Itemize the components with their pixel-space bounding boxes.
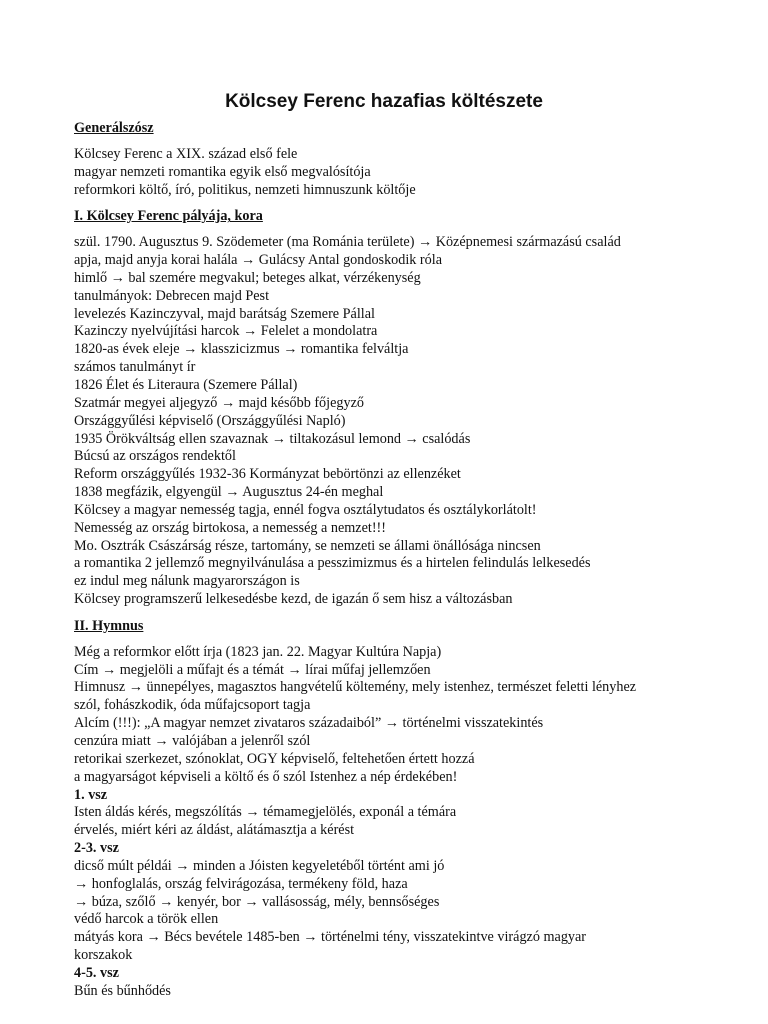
section-heading: I. Kölcsey Ferenc pályája, kora	[74, 208, 263, 225]
text-line: korszakok	[74, 947, 133, 964]
subsection-vsz-4-5	[74, 965, 714, 1001]
subsection-vsz-1	[74, 787, 714, 841]
text-line: Alcím (!!!): „A magyar nemzet zivataros századaiból” → történelmi visszatekintés	[74, 715, 544, 732]
section-heading: II. Hymnus	[74, 617, 144, 634]
text-line: Kazinczy nyelvújítási harcok → Felelet a mondolatra	[74, 323, 378, 340]
text-line: Isten áldás kérés, megszólítás → témamegjelölés, exponál a témára	[74, 804, 457, 821]
text-line: 1935 Örökváltság ellen szavaznak → tiltakozásul lemond → csalódás	[74, 430, 471, 447]
text-line: Kölcsey programszerű lelkesedésbe kezd, de igazán ő sem hisz a változásban	[74, 591, 513, 608]
subsection-heading: 1. vsz	[74, 786, 108, 803]
text-line: Mo. Osztrák Császárság része, tartomány, se nemzeti se állami önállósága nincsen	[74, 537, 541, 554]
section-generalszosz	[74, 120, 714, 199]
text-line: → honfoglalás, ország felvirágozása, termékeny föld, haza	[74, 875, 408, 892]
text-line: Kölcsey a magyar nemesség tagja, ennél fogva osztálytudatos és osztálykorlátolt!	[74, 501, 537, 518]
text-line: szül. 1790. Augusztus 9. Szödemeter (ma Románia területe) → Középnemesi származású család	[74, 234, 621, 251]
text-line: Cím → megjelöli a műfajt és a témát → lírai műfaj jellemzően	[74, 661, 431, 678]
text-line: Nemesség az ország birtokosa, a nemesség a nemzet!!!	[74, 519, 386, 536]
text-line: Himnusz → ünnepélyes, magasztos hangvételű költemény, mely istenhez, természet feletti lényhez	[74, 679, 637, 696]
text-line: magyar nemzeti romantika egyik első megvalósítója	[74, 163, 371, 180]
text-line: apja, majd anyja korai halála → Gulácsy Antal gondoskodik róla	[74, 252, 442, 269]
text-line: tanulmányok: Debrecen majd Pest	[74, 287, 270, 304]
text-line: 1820-as évek eleje → klasszicizmus → romantika felváltja	[74, 341, 409, 358]
text-line: himlő → bal szemére megvakul; beteges alkat, vérzékenység	[74, 269, 421, 286]
section-hymnus	[74, 618, 714, 1001]
text-line: dicső múlt példái → minden a Jóisten kegyeletéből történt ami jó	[74, 857, 445, 874]
text-line: → búza, szőlő → kenyér, bor → vallásosság, mély, bennsőséges	[74, 893, 440, 910]
text-line: szól, fohászkodik, óda műfajcsoport tagja	[74, 697, 311, 714]
text-line: levelezés Kazinczyval, majd barátság Szemere Pállal	[74, 305, 375, 322]
text-line: Kölcsey Ferenc a XIX. század első fele	[74, 145, 298, 162]
text-line: 1826 Élet és Literaura (Szemere Pállal)	[74, 376, 298, 393]
text-line: a magyarságot képviseli a költő és ő szól Istenhez a nép érdekében!	[74, 768, 458, 785]
text-line: Bűn és bűnhődés	[74, 982, 171, 999]
subsection-vsz-2-3	[74, 840, 714, 965]
subsection-heading: 4-5. vsz	[74, 964, 119, 981]
text-line: a romantika 2 jellemző megnyilvánulása a pesszimizmus és a hirtelen felindulás lelkesedés	[74, 555, 591, 572]
section-palyaja	[74, 208, 714, 609]
subsection-heading: 2-3. vsz	[74, 840, 119, 857]
document-body	[74, 120, 714, 1001]
text-line: cenzúra miatt → valójában a jelenről szól	[74, 733, 311, 749]
text-line: Országgyűlési képviselő (Országgyűlési Napló)	[74, 412, 346, 429]
page-title: Kölcsey Ferenc hazafias költészete	[225, 91, 543, 112]
text-line: retorikai szerkezet, szónoklat, OGY képviselő, feltehetően értett hozzá	[74, 750, 475, 767]
section-heading: Generálszósz	[74, 120, 154, 136]
text-line: mátyás kora → Bécs bevétele 1485-ben → történelmi tény, visszatekintve virágzó magyar	[74, 929, 587, 946]
text-line: Reform országgyűlés 1932-36 Kormányzat bebörtönzi az ellenzéket	[74, 466, 461, 483]
text-line: számos tanulmányt ír	[74, 359, 196, 376]
text-line: reformkori költő, író, politikus, nemzeti himnuszunk költője	[74, 181, 416, 198]
text-line: Búcsú az országos rendektől	[74, 448, 236, 465]
text-line: Még a reformkor előtt írja (1823 jan. 22. Magyar Kultúra Napja)	[74, 643, 442, 660]
text-line: 1838 megfázik, elgyengül → Augusztus 24-én meghal	[74, 484, 384, 501]
text-line: érvelés, miért kéri az áldást, alátámasztja a kérést	[74, 822, 355, 839]
text-line: ez indul meg nálunk magyarországon is	[74, 573, 300, 590]
text-line: Szatmár megyei aljegyző → majd később főjegyző	[74, 394, 364, 411]
text-line: védő harcok a török ellen	[74, 911, 219, 928]
